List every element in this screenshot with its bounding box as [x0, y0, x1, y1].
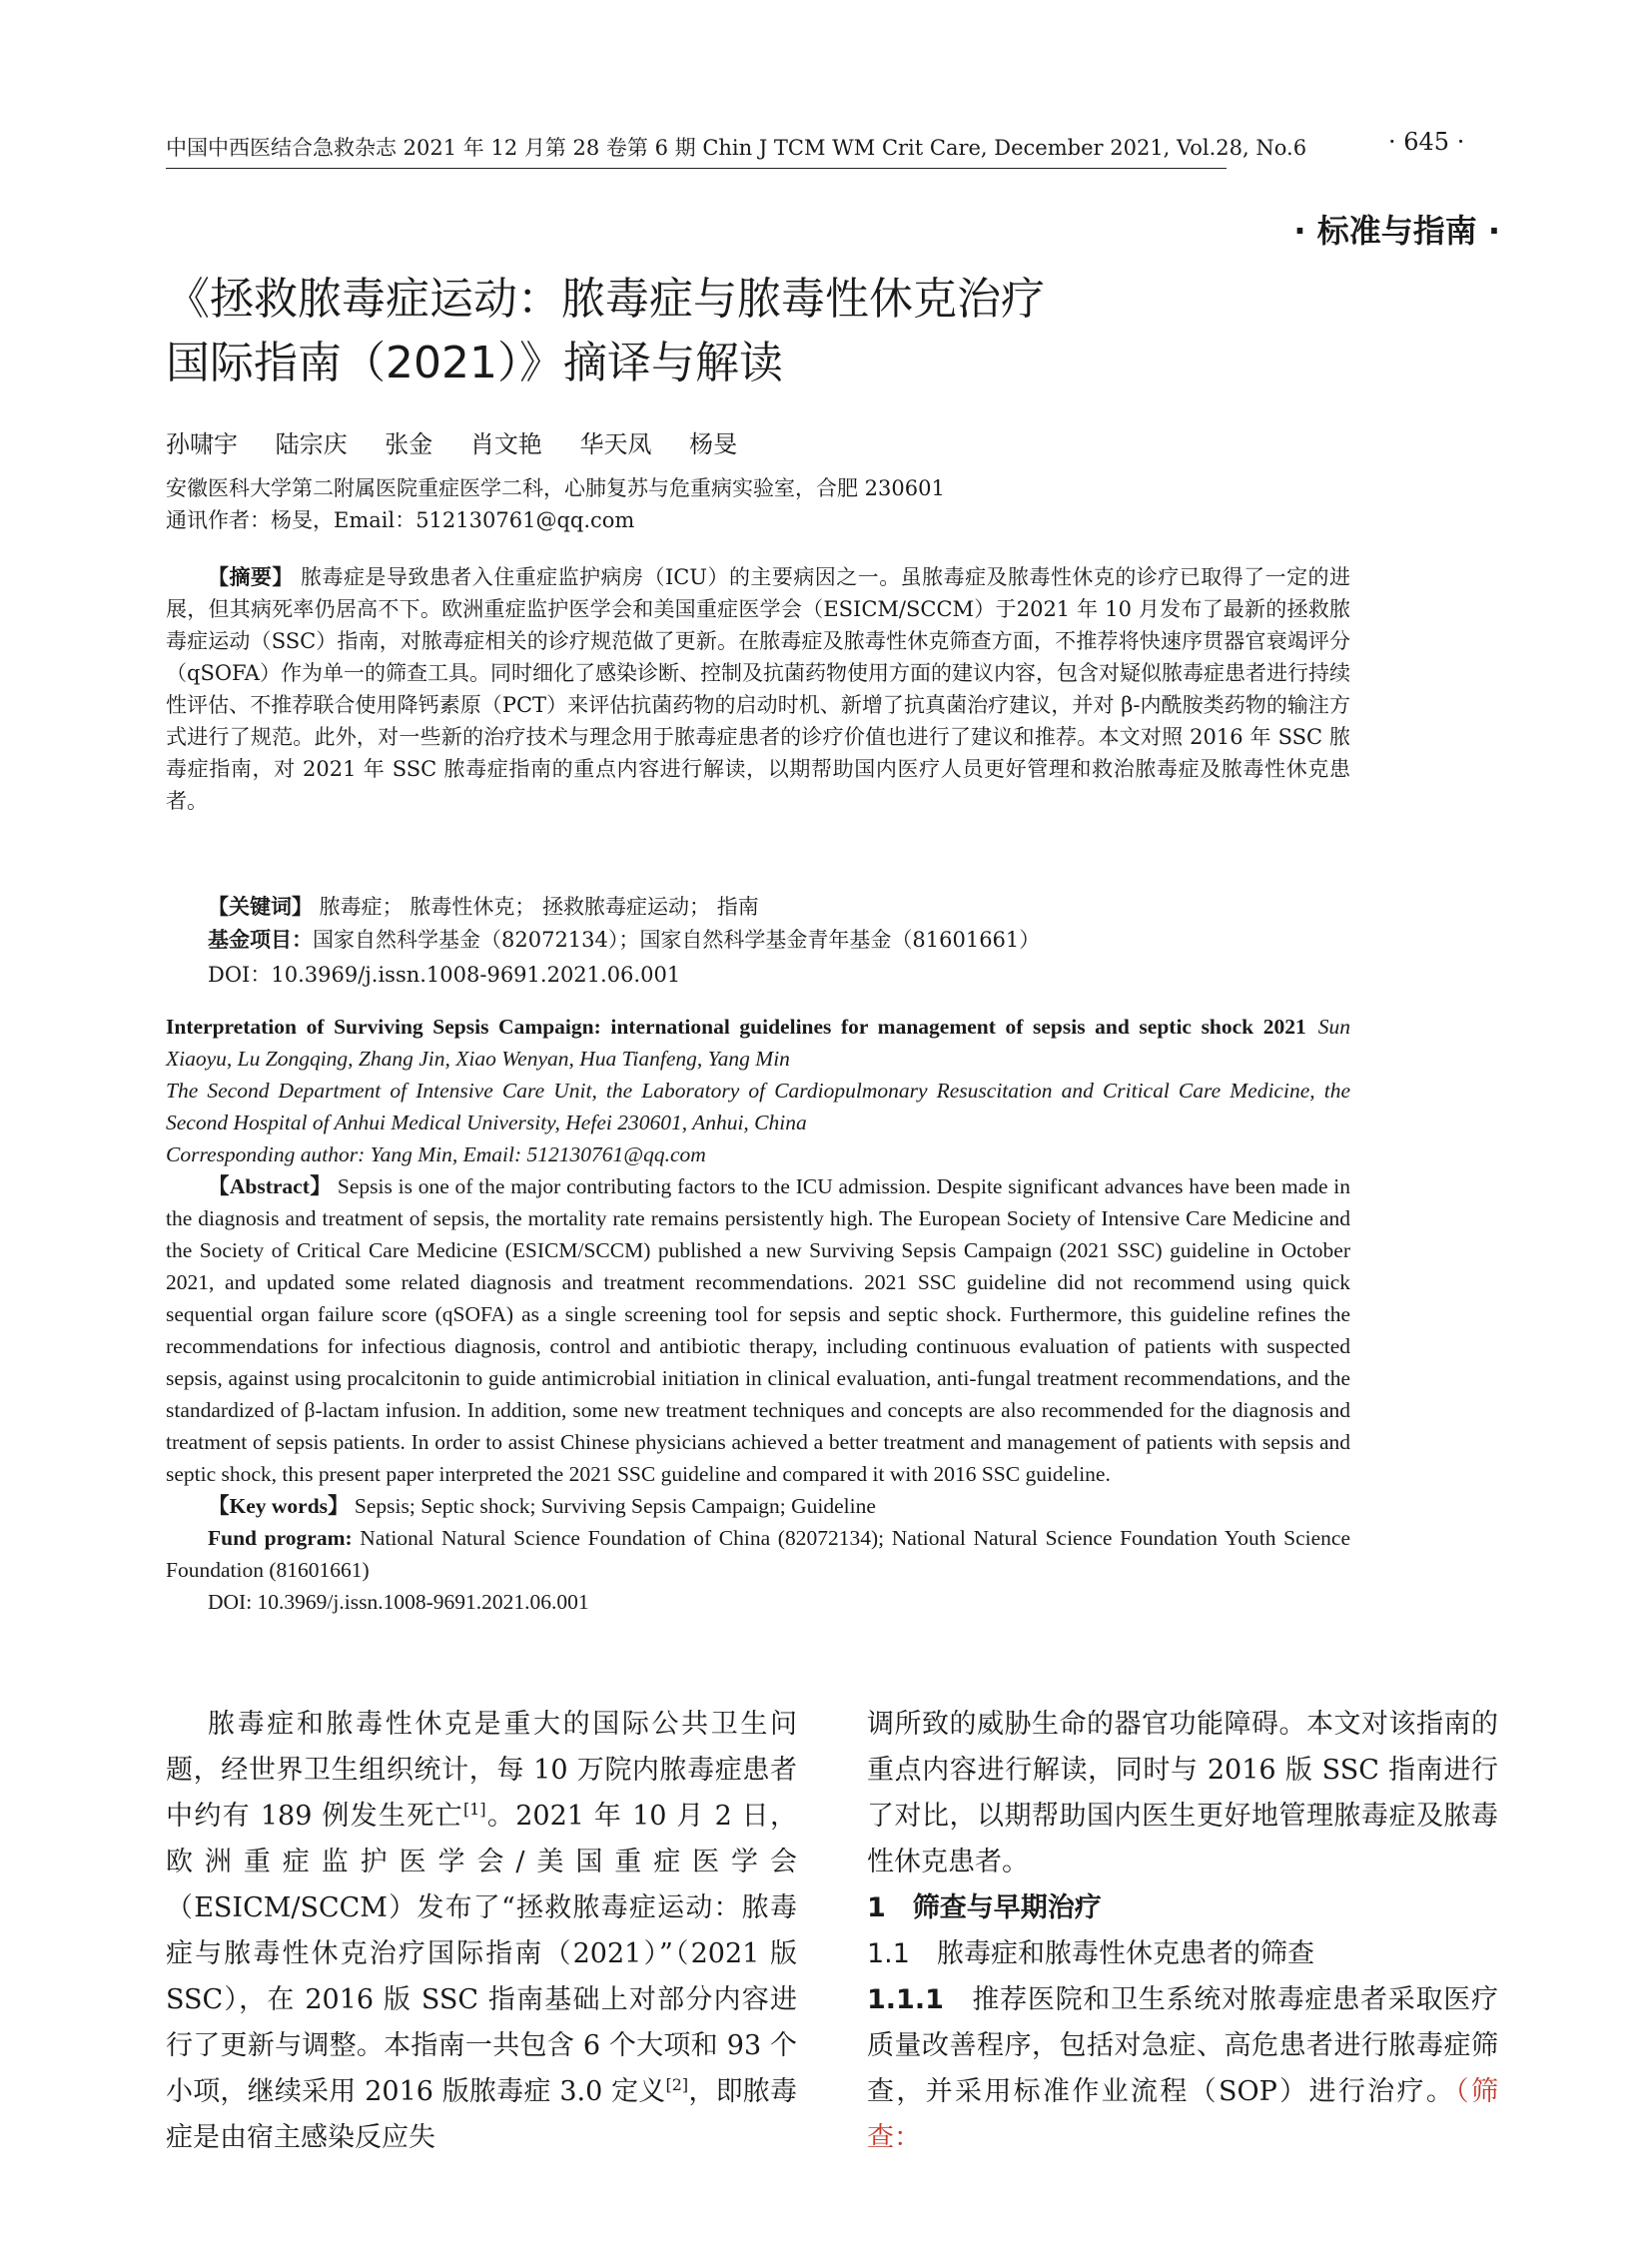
citation: [1]: [462, 1800, 486, 1819]
english-abstract-text: Sepsis is one of the major contributing factors to the ICU admission. Despite significant advances have been made in the diagnosis and treatment of sepsis, the mortality rate remains persistently high. The European Society of Intensive Care Medicine and the Society of Critical Care Medicine (ESICM/SCCM) published a new Surviving Sepsis Campaign (2021 SSC) guideline in October 2021, and updated some related diagnosis and treatment recommendations. 2021 SSC guideline did not recommend using quick sequential organ failure score (qSOFA) as a single screening tool for sepsis and septic shock. Furthermore, this guideline refines the recommendations for infectious diagnosis, control and antibiotic therapy, including continuous evaluation of patients with suspected sepsis, against using procalcitonin to guide antimicrobial initiation in clinical evaluation, anti-fungal treatment recommendations, and the standardized of β-lactam infusion. In addition, some new treatment techniques and concepts are also recommended for the diagnosis and treatment of sepsis patients. In order to assist Chinese physicians achieved a better treatment and management of patients with sepsis and septic shock, this present paper interpreted the 2021 SSC guideline and compared it with 2016 SSC guideline.: [166, 1174, 1350, 1486]
running-head: 中国中西医结合急救杂志 2021 年 12 月第 28 卷第 6 期 Chin J TCM WM Crit Care, December 2021, Vol.28, No.6: [166, 132, 1227, 169]
fund-cn-label: 基金项目：: [208, 928, 313, 952]
english-fund-text: National Natural Science Foundation of China (82072134); National Natural Science Foundation Youth Science Foundation (81601661): [166, 1526, 1350, 1582]
english-fund-label: Fund program:: [208, 1526, 353, 1550]
title-line-2: 国际指南（2021）》摘译与解读: [166, 338, 783, 388]
citation: [2]: [665, 2075, 689, 2094]
abstract-cn-text: 脓毒症是导致患者入住重症监护病房（ICU）的主要病因之一。虽脓毒症及脓毒性休克的诊疗已取得了一定的进展，但其病死率仍居高不下。欧洲重症监护医学会和美国重症医学会（ESICM/SCCM）于2021 年 10 月发布了最新的拯救脓毒症运动（SSC）指南，对脓毒症相关的诊疗规范做了更新。在脓毒症及脓毒性休克筛查方面，不推荐将快速序贯器官衰竭评分（qSOFA）作为单一的筛查工具。同时细化了感染诊断、控制及抗菌药物使用方面的建议内容，包含对疑似脓毒症患者进行持续性评估、不推荐联合使用降钙素原（PCT）来评估抗菌药物的启动时机、新增了抗真菌治疗建议，并对 β-内酰胺类药物的输注方式进行了规范。此外，对一些新的治疗技术与理念用于脓毒症患者的诊疗价值也进行了建议和推荐。本文对照 2016 年 SSC 脓毒症指南，对 2021 年 SSC 脓毒症指南的重点内容进行解读，以期帮助国内医疗人员更好管理和救治脓毒症及脓毒性休克患者。: [166, 565, 1351, 813]
body-text: 推荐医院和卫生系统对脓毒症患者采取医疗质量改善程序，包括对急症、高危患者进行脓毒症筛查，并采用标准作业流程（SOP）进行治疗。: [867, 1984, 1498, 2107]
body-text: 调所致的威胁生命的器官功能障碍。本文对该指南的重点内容进行解读，同时与 2016 版 SSC 指南进行了对比，以期帮助国内医生更好地管理脓毒症及脓毒性休克患者。: [867, 1709, 1498, 1877]
english-fund: [166, 1522, 1350, 1586]
keywords-cn-label: 【关键词】: [208, 895, 313, 919]
article-title: [166, 268, 1494, 395]
subsubsection-number: 1.1.1: [867, 1984, 944, 2015]
fund-cn-text: 国家自然科学基金（82072134）；国家自然科学基金青年基金（81601661）: [313, 928, 1041, 952]
correspondence: 通讯作者：杨旻，Email：512130761@qq.com: [166, 508, 635, 532]
affiliation-block: [166, 472, 945, 536]
english-keywords: [166, 1490, 1350, 1522]
authors: 孙啸宇 陆宗庆 张金 肖文艳 华天凤 杨旻: [166, 430, 738, 458]
body-column-right: [867, 1702, 1498, 2161]
abstract-cn-label: 【摘要】: [208, 565, 294, 589]
keywords-cn: [208, 891, 759, 921]
keywords-cn-text: 脓毒症； 脓毒性休克； 拯救脓毒症运动； 指南: [313, 895, 759, 919]
doi-cn: DOI：10.3969/j.issn.1008-9691.2021.06.001: [208, 963, 681, 987]
english-doi: DOI: 10.3969/j.issn.1008-9691.2021.06.001: [208, 1590, 589, 1614]
english-abstract-block: [166, 1011, 1350, 1618]
english-correspondence: Corresponding author: Yang Min, Email: 512130761@qq.com: [166, 1142, 706, 1166]
english-keywords-text: Sepsis; Septic shock; Surviving Sepsis Campaign; Guideline: [349, 1494, 876, 1518]
highlight-text: （筛查：: [867, 2076, 1498, 2153]
affiliation: 安徽医科大学第二附属医院重症医学二科，心肺复苏与危重病实验室，合肥 230601: [166, 476, 945, 500]
title-line-1: 《拯救脓毒症运动：脓毒症与脓毒性休克治疗: [166, 274, 1045, 325]
body-text: 脓毒症和脓毒性休克是重大的国际公共卫生问题，经世界卫生组织统计，每 10 万院内脓毒症患者中约有 189 例发生死亡: [166, 1709, 797, 1832]
abstract-cn: [166, 561, 1350, 817]
english-authors: Sun Xiaoyu, Lu Zongqing, Zhang Jin, Xiao Wenyan, Hua Tianfeng, Yang Min: [166, 1015, 1350, 1071]
english-abstract: [166, 1170, 1350, 1490]
body-text: ，即脓毒症是由宿主感染反应失: [166, 2076, 797, 2153]
english-title: Interpretation of Surviving Sepsis Campaign: international guidelines for management of sepsis and septic shock 2021: [166, 1015, 1306, 1039]
english-keywords-label: 【Key words】: [208, 1494, 350, 1518]
fund-cn: [208, 924, 1040, 954]
english-abstract-label: 【Abstract】: [208, 1174, 333, 1198]
page-number: · 645 ·: [1388, 128, 1465, 156]
section-label: · 标准与指南 ·: [1293, 212, 1500, 250]
subsection-heading: 1.1 脓毒症和脓毒性休克患者的筛查: [867, 1938, 1314, 1969]
body-text: 。2021 年 10 月 2 日，欧洲重症监护医学会/美国重症医学会（ESICM/SCCM）发布了“拯救脓毒症运动：脓毒症与脓毒性休克治疗国际指南（2021）”（2021 版 SSC），在 2016 版 SSC 指南基础上对部分内容进行了更新与调整。本指南一共包含 6 个大项和 93 个小项，继续采用 2016 版脓毒症 3.0 定义: [166, 1801, 797, 2107]
body-column-left: [166, 1702, 797, 2161]
english-affiliation: The Second Department of Intensive Care Unit, the Laboratory of Cardiopulmonary Resuscitation and Critical Care Medicine, the Second Hospital of Anhui Medical University, Hefei 230601, Anhui, China: [166, 1079, 1350, 1134]
section-heading: 1 筛查与早期治疗: [867, 1892, 1102, 1923]
